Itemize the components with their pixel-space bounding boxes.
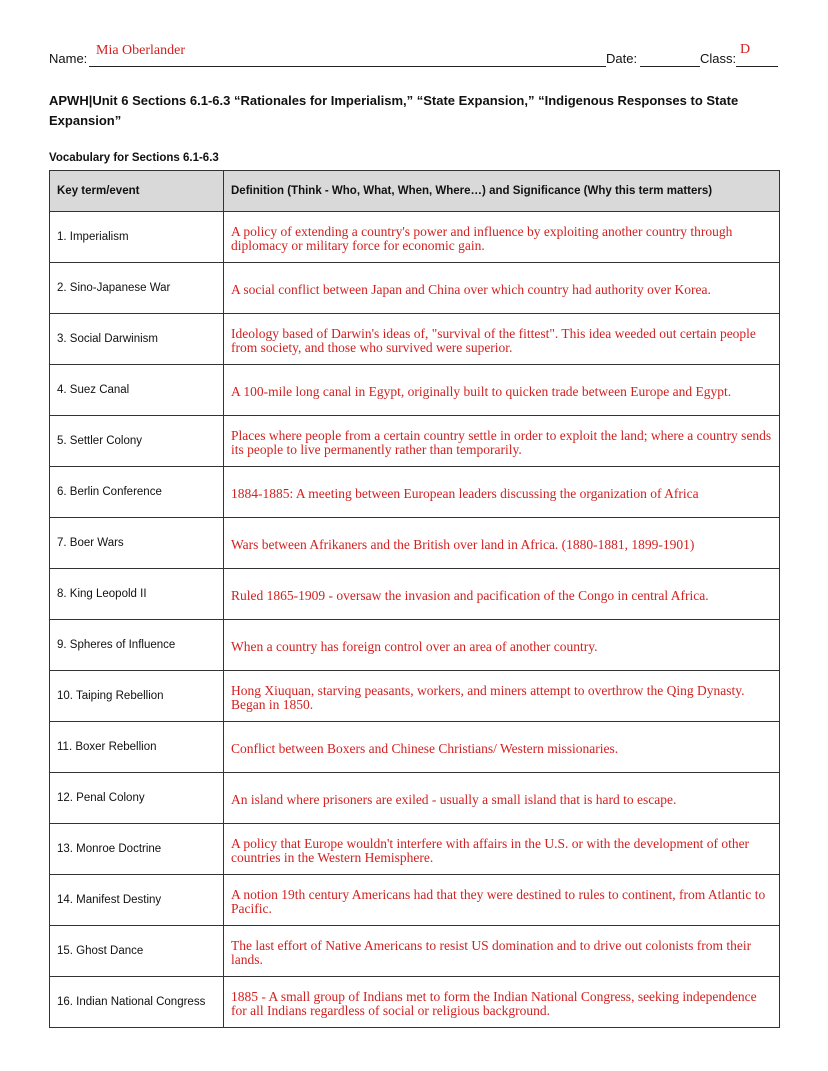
- class-label: Class:: [700, 51, 737, 66]
- table-row: [50, 365, 780, 416]
- table-row: [50, 620, 780, 671]
- definition-cell[interactable]: [224, 875, 780, 926]
- definition-cell[interactable]: [224, 365, 780, 416]
- term-cell: 7. Boer Wars: [50, 518, 224, 569]
- definition-text: A 100-mile long canal in Egypt, originally built to quicken trade between Europe and Egypt.: [231, 384, 732, 399]
- definition-cell[interactable]: [224, 212, 780, 263]
- table-row: [50, 263, 780, 314]
- header-fields: [49, 42, 779, 68]
- definition-text: A policy of extending a country's power and influence by exploiting another country through diplomacy or military force for economic gain.: [231, 224, 733, 253]
- definition-text: Ideology based of Darwin's ideas of, "survival of the fittest". This idea weeded out certain people from society, and those who survived were superior.: [231, 326, 756, 355]
- definition-text: A social conflict between Japan and China over which country had authority over Korea.: [231, 282, 711, 297]
- term-cell: 16. Indian National Congress: [50, 977, 224, 1028]
- definition-cell[interactable]: [224, 722, 780, 773]
- table-row: [50, 977, 780, 1028]
- definition-cell[interactable]: [224, 671, 780, 722]
- table-row: [50, 314, 780, 365]
- table-row: [50, 569, 780, 620]
- vocab-heading: Vocabulary for Sections 6.1-6.3: [49, 152, 219, 164]
- definition-cell[interactable]: [224, 824, 780, 875]
- definition-cell[interactable]: [224, 467, 780, 518]
- term-cell: 10. Taiping Rebellion: [50, 671, 224, 722]
- term-cell: 11. Boxer Rebellion: [50, 722, 224, 773]
- definition-cell[interactable]: [224, 773, 780, 824]
- definition-cell[interactable]: [224, 518, 780, 569]
- definition-text: An island where prisoners are exiled - usually a small island that is hard to escape.: [231, 792, 677, 807]
- table-row: [50, 671, 780, 722]
- definition-text: A policy that Europe wouldn't interfere with affairs in the U.S. or with the development of other countries in the Western Hemisphere.: [231, 836, 750, 865]
- definition-cell[interactable]: [224, 977, 780, 1028]
- term-cell: 12. Penal Colony: [50, 773, 224, 824]
- table-row: [50, 926, 780, 977]
- table-row: [50, 824, 780, 875]
- term-cell: 13. Monroe Doctrine: [50, 824, 224, 875]
- definition-text: Places where people from a certain country settle in order to exploit the land; where a country sends its people to live permanently rather than temporarily.: [231, 428, 772, 457]
- term-cell: 14. Manifest Destiny: [50, 875, 224, 926]
- definition-text: When a country has foreign control over an area of another country.: [231, 639, 598, 654]
- class-value: D: [740, 42, 751, 57]
- term-cell: 5. Settler Colony: [50, 416, 224, 467]
- col-header-term: Key term/event: [50, 171, 224, 212]
- table-row: [50, 416, 780, 467]
- term-cell: 6. Berlin Conference: [50, 467, 224, 518]
- vocab-table: [49, 170, 780, 1028]
- page-title: APWH|Unit 6 Sections 6.1-6.3 “Rationales for Imperialism,” “State Expansion,” “Indigenous Responses to State Expansion”: [49, 93, 739, 128]
- term-cell: 15. Ghost Dance: [50, 926, 224, 977]
- table-row: [50, 212, 780, 263]
- table-row: [50, 518, 780, 569]
- name-value: Mia Oberlander: [96, 43, 186, 58]
- table-header-row: [50, 171, 780, 212]
- definition-cell[interactable]: [224, 263, 780, 314]
- table-row: [50, 875, 780, 926]
- term-cell: 9. Spheres of Influence: [50, 620, 224, 671]
- definition-text: Conflict between Boxers and Chinese Christians/ Western missionaries.: [231, 741, 619, 756]
- definition-text: The last effort of Native Americans to resist US domination and to drive out colonists from their lands.: [231, 938, 752, 967]
- definition-cell[interactable]: [224, 314, 780, 365]
- definition-cell[interactable]: [224, 926, 780, 977]
- date-label: Date:: [606, 51, 638, 66]
- definition-text: 1885 - A small group of Indians met to form the Indian National Congress, seeking independence for all Indians regardless of social or religious background.: [231, 989, 757, 1018]
- definition-text: A notion 19th century Americans had that they were destined to rules to continent, from Atlantic to Pacific.: [231, 887, 766, 916]
- term-cell: 4. Suez Canal: [50, 365, 224, 416]
- definition-text: Ruled 1865-1909 - oversaw the invasion and pacification of the Congo in central Africa.: [231, 588, 709, 603]
- table-row: [50, 722, 780, 773]
- definition-cell[interactable]: [224, 416, 780, 467]
- table-row: [50, 467, 780, 518]
- term-cell: 1. Imperialism: [50, 212, 224, 263]
- definition-cell[interactable]: [224, 620, 780, 671]
- definition-text: Hong Xiuquan, starving peasants, workers, and miners attempt to overthrow the Qing Dynasty. Began in 1850.: [231, 683, 745, 712]
- col-header-definition: Definition (Think - Who, What, When, Where…) and Significance (Why this term matters): [224, 171, 780, 212]
- term-cell: 2. Sino-Japanese War: [50, 263, 224, 314]
- name-label: Name:: [49, 51, 88, 66]
- term-cell: 3. Social Darwinism: [50, 314, 224, 365]
- definition-text: Wars between Afrikaners and the British over land in Africa. (1880-1881, 1899-1901): [231, 537, 695, 552]
- term-cell: 8. King Leopold II: [50, 569, 224, 620]
- definition-text: 1884-1885: A meeting between European leaders discussing the organization of Africa: [231, 486, 699, 501]
- table-row: [50, 773, 780, 824]
- definition-cell[interactable]: [224, 569, 780, 620]
- date-field[interactable]: [640, 52, 700, 67]
